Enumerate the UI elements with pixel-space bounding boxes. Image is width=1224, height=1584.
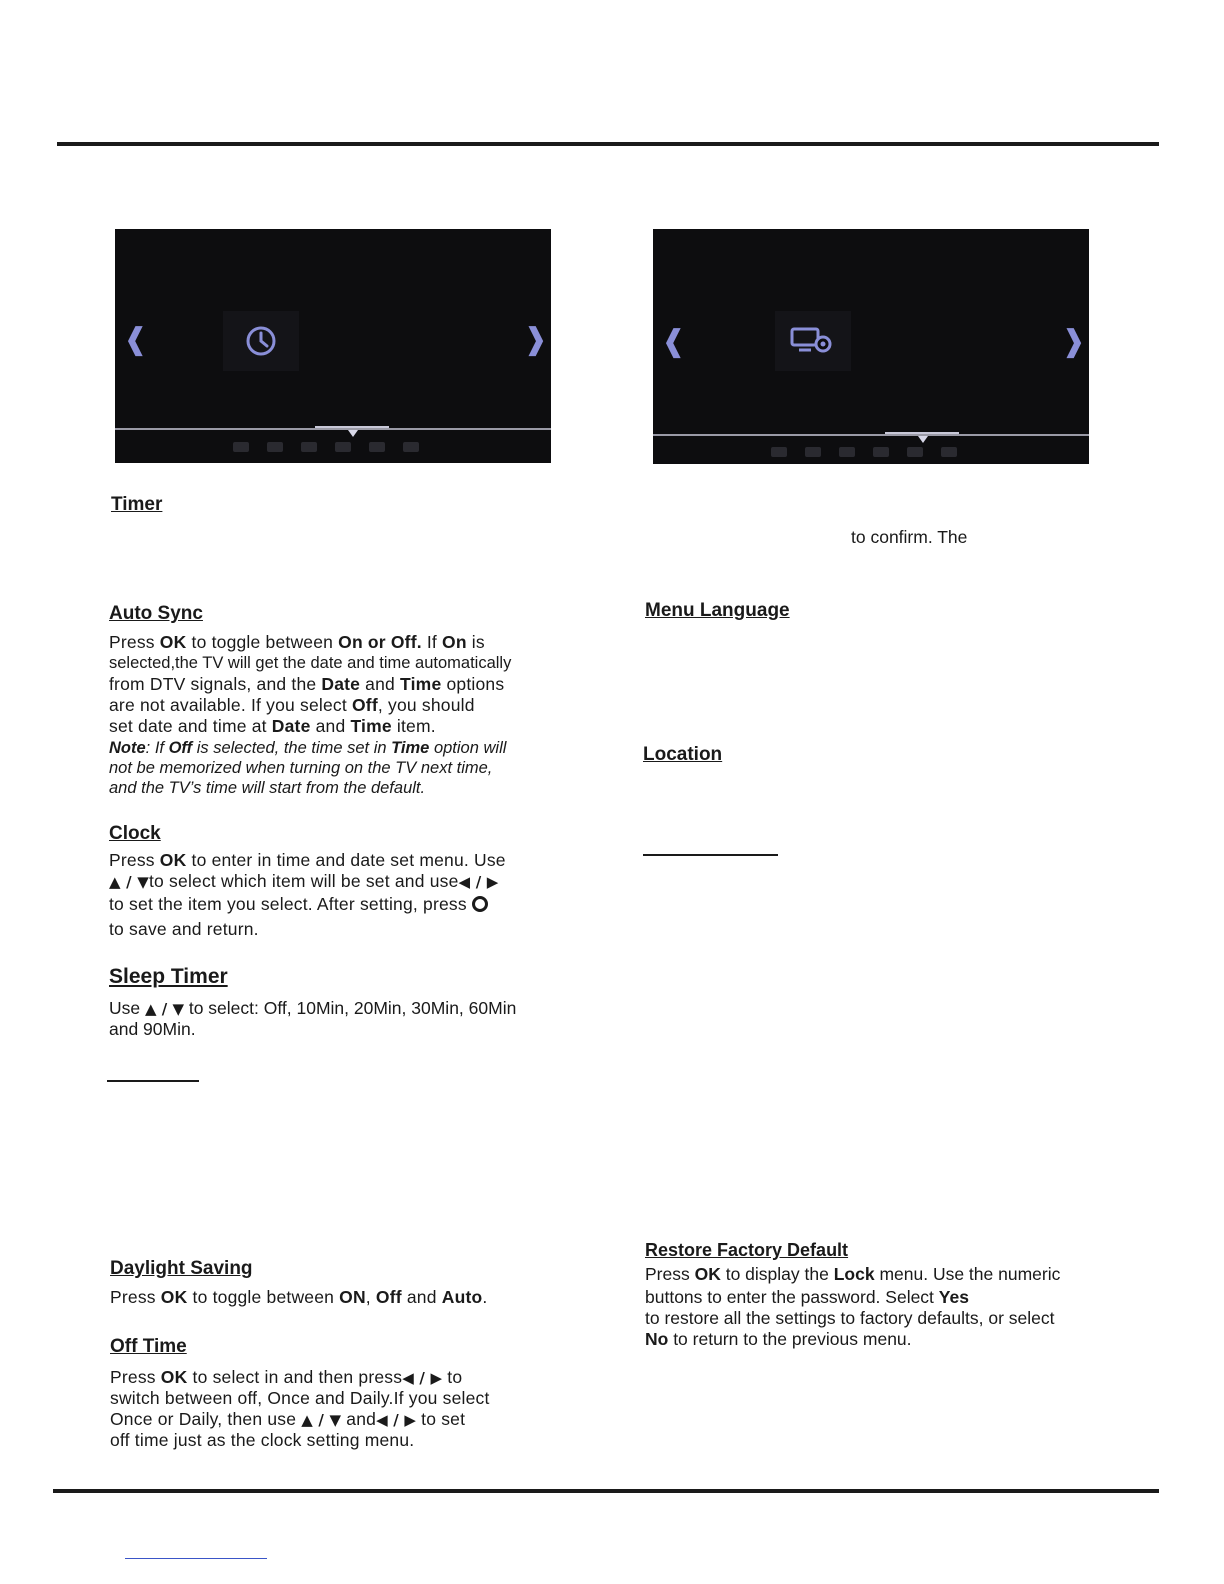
auto-sync-line: Press OK to toggle between On or Off. If On is	[109, 632, 485, 652]
sleep-timer-line: Use ▲ / ▼ to select: Off, 10Min, 20Min, 30Min, 60Min	[109, 998, 517, 1018]
restore-line: buttons to enter the password. Select Yes	[645, 1287, 969, 1307]
dock-lock-icon[interactable]	[403, 442, 419, 452]
auto-sync-note: and the TV’s time will start from the default.	[109, 779, 426, 797]
auto-sync-line: selected,the TV will get the date and time automatically	[109, 654, 512, 672]
menu-baseline	[115, 428, 551, 430]
top-rule	[57, 142, 1159, 146]
dock-setup-icon[interactable]	[907, 447, 923, 457]
chevron-right-icon[interactable]: ❱	[1061, 324, 1087, 359]
monitor-gear-icon	[789, 324, 837, 358]
selection-pointer	[348, 430, 358, 437]
timer-menu-screenshot	[115, 229, 551, 463]
chevron-left-icon[interactable]: ❰	[661, 324, 687, 359]
dock-timer-icon[interactable]	[335, 442, 351, 452]
confirm-fragment: to confirm. The	[851, 527, 968, 547]
dock-picture-icon[interactable]	[771, 447, 787, 457]
footer-link-underline[interactable]	[125, 1558, 267, 1559]
menu-baseline	[653, 434, 1089, 436]
clock-line: Press OK to enter in time and date set menu. Use	[109, 850, 506, 870]
restore-line: No to return to the previous menu.	[645, 1329, 912, 1349]
chevron-left-icon[interactable]: ❰	[123, 322, 149, 357]
clock-icon	[244, 324, 278, 358]
dock-channel-icon[interactable]	[301, 442, 317, 452]
setup-menu-screenshot	[653, 229, 1089, 464]
off-time-line: switch between off, Once and Daily.If you select	[110, 1388, 490, 1408]
off-time-line: Once or Daily, then use ▲ / ▼ and◀ / ▶ to set	[110, 1409, 466, 1429]
bottom-rule	[53, 1489, 1159, 1493]
dock-sound-icon[interactable]	[267, 442, 283, 452]
auto-sync-heading: Auto Sync	[109, 603, 203, 624]
restore-line: to restore all the settings to factory defaults, or select	[645, 1308, 1055, 1328]
gear-icon	[472, 896, 488, 912]
menu-language-heading: Menu Language	[645, 600, 790, 621]
dock-channel-icon[interactable]	[839, 447, 855, 457]
dock-lock-icon[interactable]	[941, 447, 957, 457]
dock-setup-icon[interactable]	[369, 442, 385, 452]
sleep-timer-line: and 90Min.	[109, 1019, 196, 1039]
auto-sync-line: are not available. If you select Off, you should	[109, 695, 475, 715]
clock-line: to set the item you select. After setting, press	[109, 894, 488, 915]
auto-sync-note: Note: If Off is selected, the time set in Time option will	[109, 739, 507, 757]
chevron-right-icon[interactable]: ❱	[523, 322, 549, 357]
selection-pointer	[918, 436, 928, 443]
timer-tile[interactable]	[223, 311, 299, 371]
daylight-saving-heading: Daylight Saving	[110, 1258, 253, 1279]
location-heading: Location	[643, 744, 723, 765]
auto-sync-line: set date and time at Date and Time item.	[109, 716, 436, 736]
sleep-timer-heading: Sleep Timer	[109, 965, 228, 988]
clock-heading: Clock	[109, 823, 161, 844]
menu-dock	[771, 447, 957, 457]
dock-timer-icon[interactable]	[873, 447, 889, 457]
restore-factory-default-heading: Restore Factory Default	[645, 1240, 849, 1260]
timer-heading: Timer	[111, 494, 163, 515]
restore-line: Press OK to display the Lock menu. Use the numeric	[645, 1264, 1061, 1284]
dock-sound-icon[interactable]	[805, 447, 821, 457]
section-underline	[107, 1080, 199, 1082]
setup-tile[interactable]	[775, 311, 851, 371]
menu-dock	[233, 442, 419, 452]
off-time-line: off time just as the clock setting menu.	[110, 1430, 415, 1450]
off-time-line: Press OK to select in and then press◀ / ▶ to	[110, 1367, 463, 1387]
auto-sync-note: not be memorized when turning on the TV next time,	[109, 759, 493, 777]
off-time-heading: Off Time	[110, 1336, 187, 1357]
auto-sync-line: from DTV signals, and the Date and Time options	[109, 674, 505, 694]
daylight-saving-line: Press OK to toggle between ON, Off and Auto.	[110, 1287, 488, 1307]
section-underline	[643, 854, 778, 856]
dock-picture-icon[interactable]	[233, 442, 249, 452]
clock-line: to save and return.	[109, 919, 259, 939]
clock-line: ▲ / ▼to select which item will be set and use◀ / ▶	[109, 871, 499, 891]
